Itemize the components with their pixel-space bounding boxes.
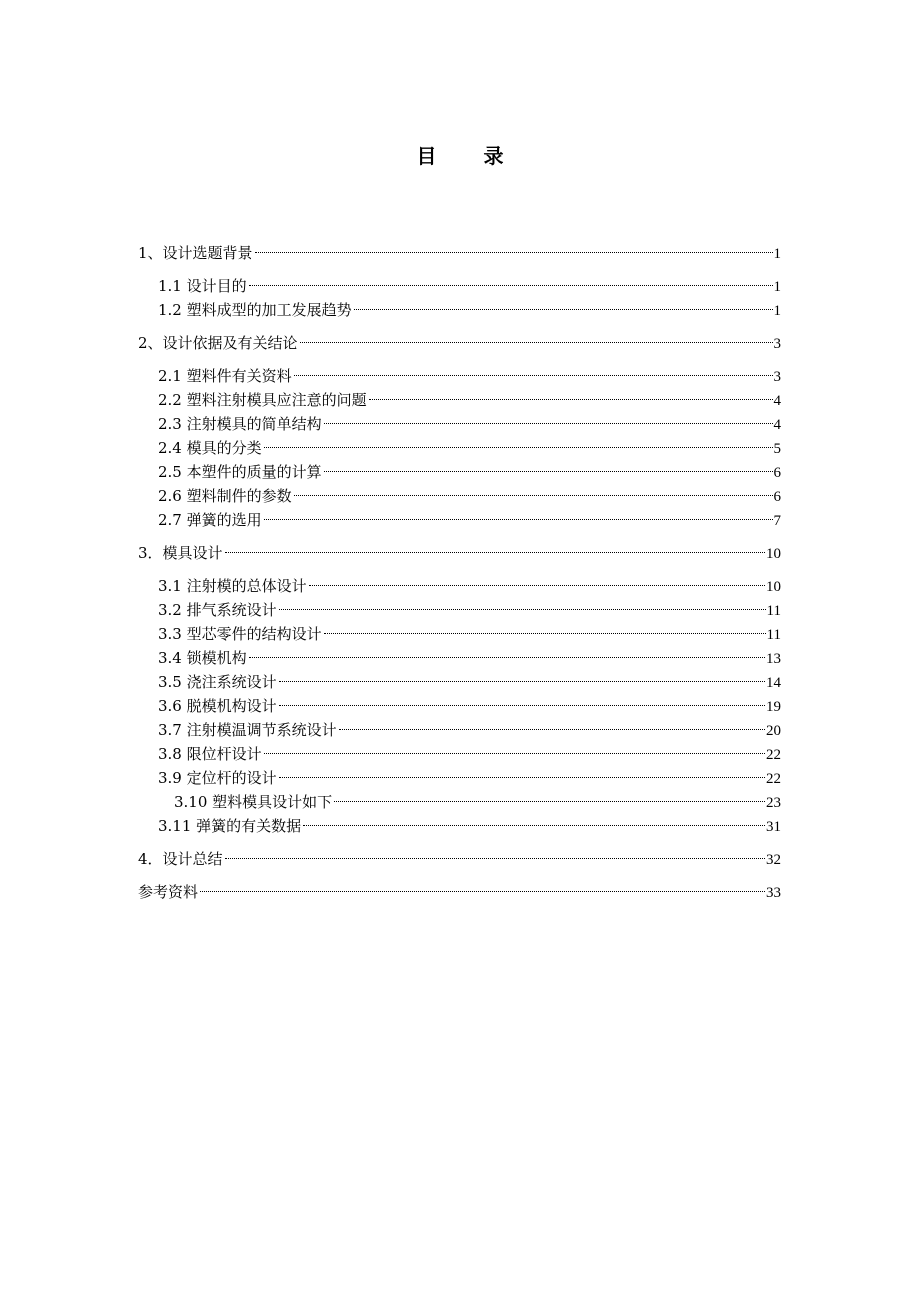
toc-entry-label: 3.1 注射模的总体设计: [158, 577, 307, 595]
toc-entry-page-number: 19: [766, 699, 781, 715]
toc-entry-page-number: 3: [773, 336, 781, 352]
dot-leader: [309, 569, 765, 591]
dot-leader: [225, 536, 765, 558]
toc-entry-label: 3.9 定位杆的设计: [158, 769, 277, 787]
toc-entry-page-number: 4: [773, 417, 781, 433]
toc-entry[interactable]: [158, 809, 781, 835]
toc-entry-page-number: 6: [773, 489, 781, 505]
toc-entry-label: 3.8 限位杆设计: [158, 745, 262, 763]
dot-leader: [369, 383, 773, 405]
dot-leader: [279, 689, 765, 711]
dot-leader: [279, 593, 766, 615]
toc-entry-page-number: 11: [766, 627, 781, 643]
dot-leader: [339, 713, 765, 735]
toc-entry[interactable]: [158, 569, 781, 595]
toc-entry-label: 2.2 塑料注射模具应注意的问题: [158, 391, 367, 409]
toc-entry-page-number: 4: [773, 393, 781, 409]
toc-entry[interactable]: [158, 455, 781, 481]
toc-entry-page-number: 31: [766, 819, 781, 835]
page-title: 目 录: [416, 144, 524, 168]
dot-leader: [264, 431, 773, 453]
toc-entry-label: 3.2 排气系统设计: [158, 601, 277, 619]
dot-leader: [324, 407, 773, 429]
dot-leader: [225, 842, 765, 864]
toc-entry-page-number: 10: [766, 579, 781, 595]
toc-entry-page-number: 32: [766, 852, 781, 868]
toc-entry[interactable]: [158, 713, 781, 739]
toc-entry-label: 3.3 型芯零件的结构设计: [158, 625, 322, 643]
toc-entry[interactable]: [158, 359, 781, 385]
toc-entry-page-number: 22: [766, 771, 781, 787]
toc-entry-page-number: 22: [766, 747, 781, 763]
toc-entry-page-number: 3: [773, 369, 781, 385]
toc-entry[interactable]: [138, 875, 781, 901]
toc-entry-page-number: 20: [766, 723, 781, 739]
toc-entry[interactable]: [158, 689, 781, 715]
toc-entry-label: 参考资料: [138, 883, 199, 901]
toc-entry-page-number: 23: [766, 795, 781, 811]
dot-leader: [300, 326, 773, 348]
toc-entry[interactable]: [138, 536, 781, 562]
toc-entry-page-number: 14: [766, 675, 781, 691]
toc-entry-label: 2.4 模具的分类: [158, 439, 262, 457]
dot-leader: [324, 617, 766, 639]
dot-leader: [294, 479, 773, 501]
toc-entry-page-number: 13: [766, 651, 781, 667]
dot-leader: [354, 293, 773, 315]
dot-leader: [324, 455, 773, 477]
toc-entry-label: 2.3 注射模具的简单结构: [158, 415, 322, 433]
toc-entry-page-number: 5: [773, 441, 781, 457]
toc-entry[interactable]: [158, 479, 781, 505]
toc-entry[interactable]: [138, 236, 781, 262]
toc-entry-page-number: 1: [773, 246, 781, 262]
toc-entry-page-number: 11: [766, 603, 781, 619]
dot-leader: [200, 875, 765, 897]
toc-entry[interactable]: [158, 617, 781, 643]
toc-entry[interactable]: [138, 842, 781, 868]
toc-entry-page-number: 7: [773, 513, 781, 529]
toc-entry-page-number: 6: [773, 465, 781, 481]
toc-entry-label: 3.10 塑料模具设计如下: [174, 793, 333, 811]
toc-entry-label: 2.6 塑料制件的参数: [158, 487, 292, 505]
toc-entry-label: 3.4 锁模机构: [158, 649, 247, 667]
toc-entry[interactable]: [158, 593, 781, 619]
toc-entry-label: 1、设计选题背景: [138, 244, 253, 262]
toc-entry-label: 3.5 浇注系统设计: [158, 673, 277, 691]
dot-leader: [303, 809, 765, 831]
dot-leader: [279, 665, 765, 687]
toc-entry-label: 2.5 本塑件的质量的计算: [158, 463, 322, 481]
toc-entry[interactable]: [158, 431, 781, 457]
toc-entry[interactable]: [174, 785, 781, 811]
toc-entry-label: 3.7 注射模温调节系统设计: [158, 721, 337, 739]
toc-entry-page-number: 1: [773, 279, 781, 295]
toc-entry[interactable]: [138, 326, 781, 352]
toc-entry[interactable]: [158, 269, 781, 295]
toc-entry-label: 3.6 脱模机构设计: [158, 697, 277, 715]
dot-leader: [334, 785, 765, 807]
toc-entry[interactable]: [158, 737, 781, 763]
toc-entry-label: 3．模具设计: [138, 544, 223, 562]
toc-entry[interactable]: [158, 383, 781, 409]
dot-leader: [279, 761, 765, 783]
toc-entry[interactable]: [158, 503, 781, 529]
toc-entry-label: 1.1 设计目的: [158, 277, 247, 295]
dot-leader: [264, 503, 773, 525]
dot-leader: [264, 737, 765, 759]
toc-entry-page-number: 33: [766, 885, 781, 901]
toc-entry[interactable]: [158, 407, 781, 433]
toc-entry-label: 2、设计依据及有关结论: [138, 334, 298, 352]
toc-entry-label: 1.2 塑料成型的加工发展趋势: [158, 301, 352, 319]
dot-leader: [255, 236, 773, 258]
toc-entry[interactable]: [158, 761, 781, 787]
toc-entry[interactable]: [158, 641, 781, 667]
toc-entry[interactable]: [158, 293, 781, 319]
dot-leader: [294, 359, 773, 381]
dot-leader: [249, 269, 773, 291]
toc-entry-page-number: 10: [766, 546, 781, 562]
toc-entry-label: 2.1 塑料件有关资料: [158, 367, 292, 385]
toc-entry-label: 3.11 弹簧的有关数据: [158, 817, 302, 835]
toc-entry-label: 4．设计总结: [138, 850, 223, 868]
toc-entry[interactable]: [158, 665, 781, 691]
toc-entry-label: 2.7 弹簧的选用: [158, 511, 262, 529]
toc-entry-page-number: 1: [773, 303, 781, 319]
dot-leader: [249, 641, 765, 663]
